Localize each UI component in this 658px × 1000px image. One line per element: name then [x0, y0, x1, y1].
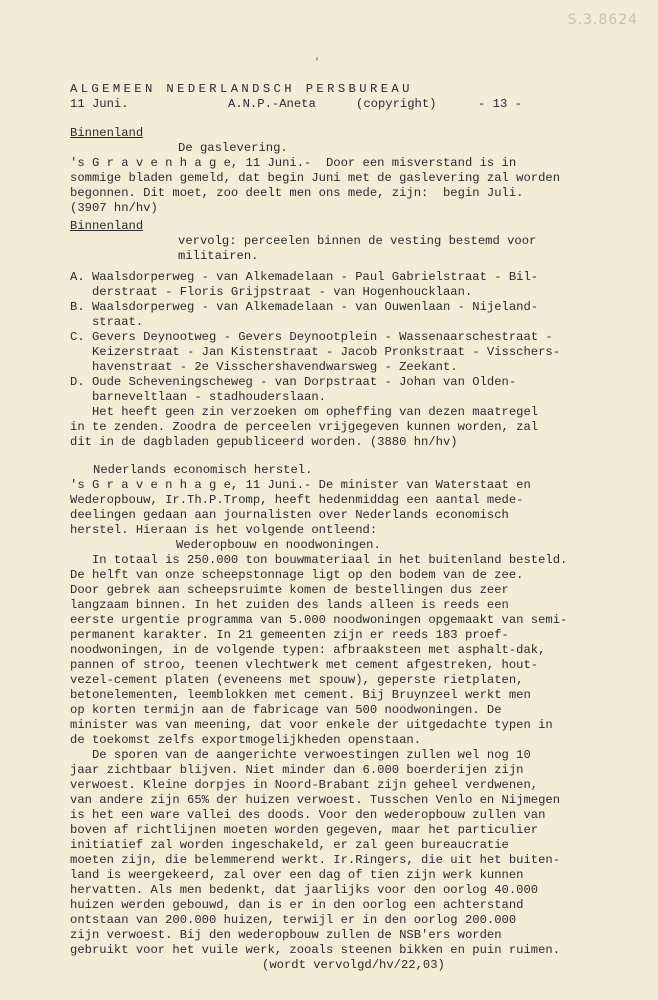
section2-title: vervolg: perceelen binnen de vesting bestemd voor	[178, 234, 537, 248]
section1-line: sommige bladen gemeld, dat begin Juni met de gaslevering zal worden	[70, 171, 561, 185]
continued-note: (wordt vervolgd/hv/22,03)	[262, 958, 445, 972]
street-list-line: D. Oude Scheveningscheweg - van Dorpstraat - Johan van Olden-	[70, 375, 517, 389]
archive-number-stamp: S.3.8624	[567, 12, 638, 28]
section1-rubric: Binnenland	[70, 126, 144, 140]
section3-body: In totaal is 250.000 ton bouwmateriaal in het buitenland besteld.	[70, 553, 568, 567]
section3-body: land is weergekeerd, zal over een dag of tien zijn werk kunnen	[70, 868, 524, 882]
section3-body: vezel-cement platen (eveneens met spouw), geperste rietplaten,	[70, 673, 524, 687]
section3-intro: Wederopbouw, Ir.Th.P.Tromp, heeft hedenmiddag een aantal mede-	[70, 493, 524, 507]
street-list-line: havenstraat - 2e Visschershavendwarsweg - Zeekant.	[70, 360, 458, 374]
section2-closing: in te zenden. Zoodra de perceelen vrijgegeven kunnen worden, zal	[70, 420, 539, 434]
section3-body: jaar zichtbaar blijven. Niet minder dan 6.000 boerderijen zijn	[70, 763, 524, 777]
section3-body: De sporen van de aangerichte verwoestingen zullen wel nog 10	[70, 748, 531, 762]
section3-body: De helft van onze scheepstonnage ligt op den bodem van de zee.	[70, 568, 524, 582]
section1-line: begonnen. Dit moet, zoo deelt men ons mede, zijn: begin Juli.	[70, 186, 524, 200]
street-list-line: derstraat - Floris Grijpstraat - van Hogenhoucklaan.	[70, 285, 473, 299]
header-date: 11 Juni.	[70, 97, 129, 111]
street-list-line: B. Waalsdorperweg - van Alkemadelaan - van Ouwenlaan - Nijeland-	[70, 300, 539, 314]
section1-line: (3907 hn/hv)	[70, 201, 158, 215]
street-list-line: Keizerstraat - Jan Kistenstraat - Jacob Pronkstraat - Visschers-	[70, 345, 561, 359]
section3-intro: 's G r a v e n h a g e, 11 Juni.- De minister van Waterstaat en	[70, 478, 531, 492]
section3-body: pannen of stroo, teenen vlechtwerk met cement afgestreken, hout-	[70, 658, 539, 672]
section3-body: verwoest. Kleine dorpjes in Noord-Brabant zijn geheel verdwenen,	[70, 778, 539, 792]
street-list-line: straat.	[70, 315, 144, 329]
section3-title: Nederlands economisch herstel.	[93, 463, 313, 477]
header-copyright: (copyright)	[356, 97, 437, 111]
header-page-number: - 13 -	[478, 97, 522, 111]
section3-body: van andere zijn 65% der huizen verwoest. Tusschen Venlo en Nijmegen	[70, 793, 561, 807]
section3-body: initiatief zal worden ingeschakeld, er zal geen bureaucratie	[70, 838, 509, 852]
section2-title: militairen.	[178, 249, 259, 263]
section3-body: Door gebrek aan scheepsruimte komen de bestellingen dus zeer	[70, 583, 509, 597]
street-list-line: C. Gevers Deynootweg - Gevers Deynootplein - Wassenaarschestraat -	[70, 330, 553, 344]
section2-closing: Het heeft geen zin verzoeken om opheffing van dezen maatregel	[70, 405, 539, 419]
section1-title: De gaslevering.	[178, 141, 288, 155]
section1-line: 's G r a v e n h a g e, 11 Juni.- Door een misverstand is in	[70, 156, 517, 170]
section3-body: op korten termijn aan de fabricage van 500 noodwoningen. De	[70, 703, 502, 717]
section3-body: eerste urgentie programma van 5.000 noodwoningen opgemaakt van semi-	[70, 613, 568, 627]
section3-body: betonelementen, leemblokken met cement. Bij Bruynzeel werkt men	[70, 688, 531, 702]
header-source: A.N.P.-Aneta	[228, 97, 316, 111]
section3-body: minister was van meening, dat voor enkele der uitgedachte typen in	[70, 718, 553, 732]
agency-name: ALGEMEEN NEDERLANDSCH PERSBUREAU	[70, 82, 413, 96]
pen-mark: '	[314, 58, 321, 69]
section3-intro: herstel. Hieraan is het volgende ontleend:	[70, 523, 378, 537]
section3-body: permanent karakter. In 21 gemeenten zijn er reeds 183 proef-	[70, 628, 509, 642]
street-list-line: barneveltlaan - stadhouderslaan.	[70, 390, 326, 404]
section3-body: zijn verwoest. Bij den wederopbouw zullen de NSB'ers worden	[70, 928, 502, 942]
section3-intro: deelingen gedaan aan journalisten over Nederlands economisch	[70, 508, 509, 522]
section3-body: moeten zijn, die belemmerend werkt. Ir.Ringers, die uit het buiten-	[70, 853, 561, 867]
section3-body: boven af richtlijnen moeten worden gegeven, maar het particulier	[70, 823, 539, 837]
section2-rubric: Binnenland	[70, 219, 144, 233]
section2-closing: dit in de dagbladen gepubliceerd worden. (3880 hn/hv)	[70, 435, 458, 449]
section3-body: gebruikt voor het vuile werk, zooals steenen bikken en puin ruimen.	[70, 943, 561, 957]
section3-subtitle: Wederopbouw en noodwoningen.	[176, 538, 381, 552]
section3-body: huizen werden gebouwd, dan is er in den oorlog een achterstand	[70, 898, 524, 912]
section3-body: noodwoningen, in de volgende typen: afbraaksteen met asphalt-dak,	[70, 643, 546, 657]
section3-body: ontstaan van 200.000 huizen, terwijl er in den oorlog 200.000	[70, 913, 517, 927]
section3-body: is het een ware vallei des doods. Voor den wederopbouw zullen van	[70, 808, 546, 822]
section3-body: hervatten. Als men bedenkt, dat jaarlijks voor den oorlog 40.000	[70, 883, 539, 897]
section3-body: de toekomst zelfs exportmogelijkheden openstaan.	[70, 733, 422, 747]
section3-body: langzaam binnen. In het zuiden des lands alleen is reeds een	[70, 598, 509, 612]
street-list-line: A. Waalsdorperweg - van Alkemadelaan - Paul Gabrielstraat - Bil-	[70, 270, 539, 284]
